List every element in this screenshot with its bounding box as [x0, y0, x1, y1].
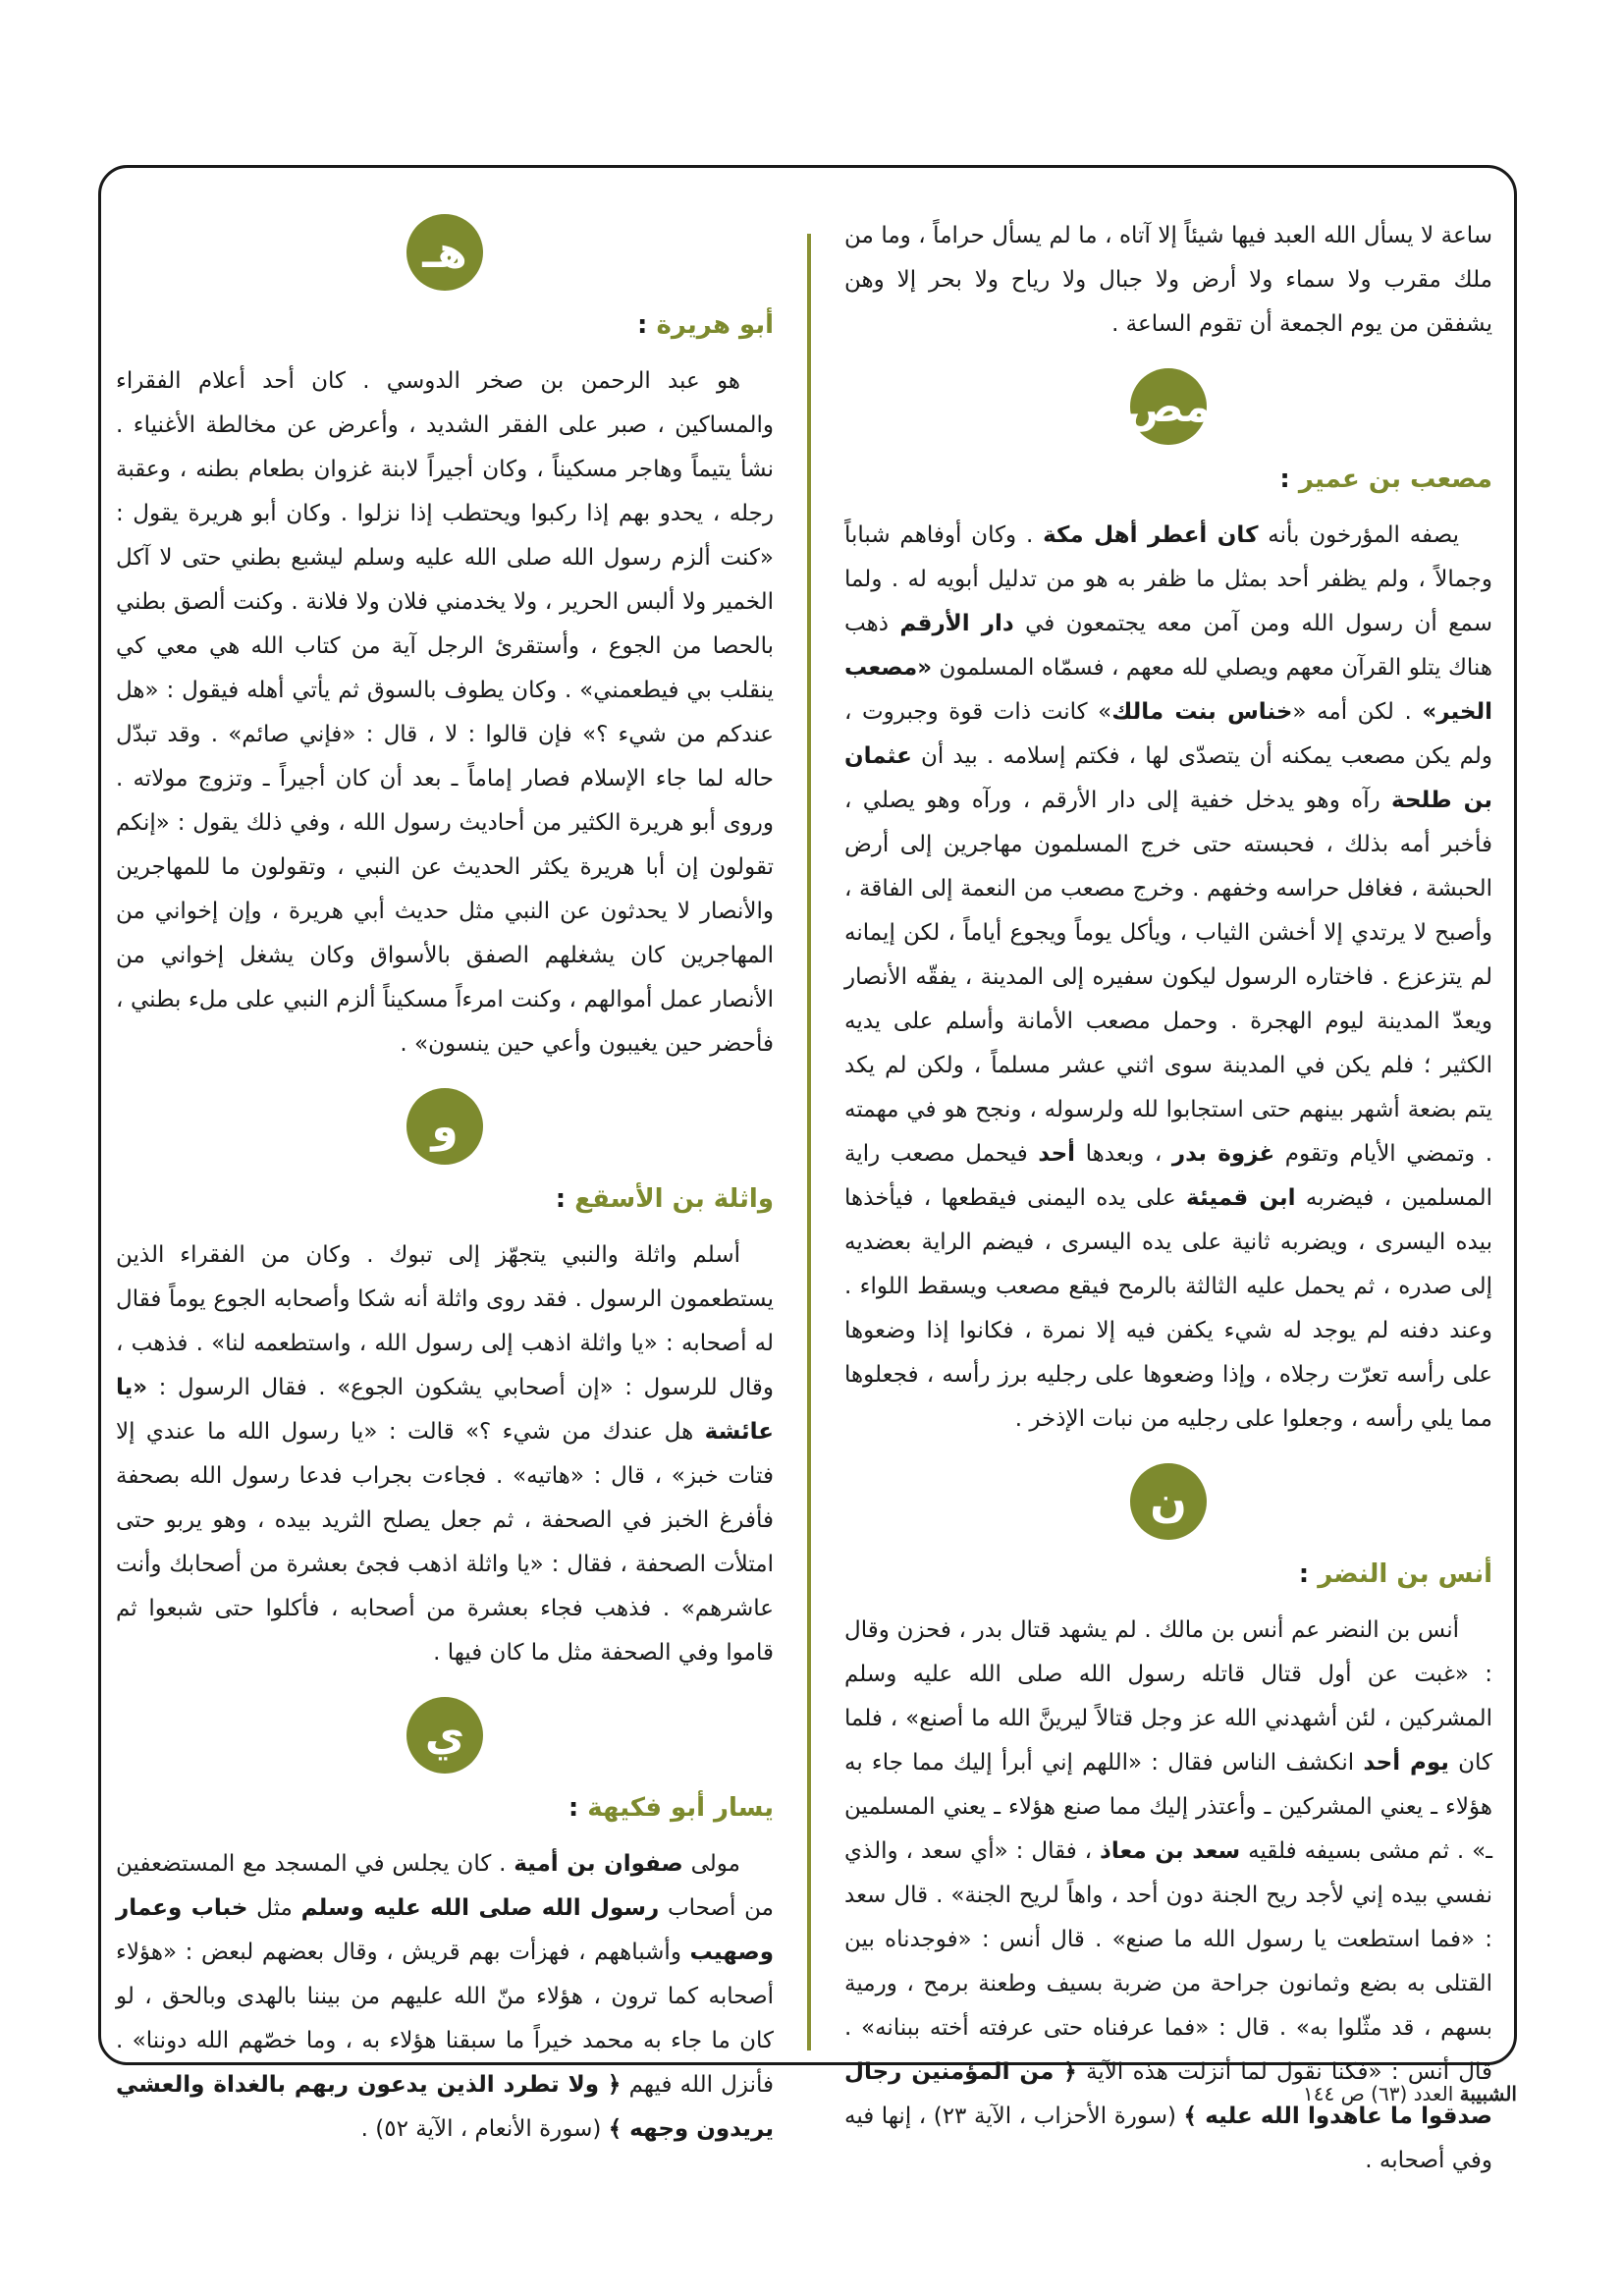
- magazine-name: الشبيبة: [1459, 2082, 1517, 2105]
- wathila-heading: واثلة بن الأسقع :: [555, 1184, 774, 1214]
- yasar-emblem-icon: ي: [406, 1697, 483, 1774]
- wathila-paragraph: أسلم واثلة والنبي يتجهّز إلى تبوك . وكان من الفقراء الذين يستطعمون الرسول . فقد روى واثلة أنه شكا وأصحابه الجوع يوماً فقال له أصحابه : «يا واثلة اذهب إلى رسول الله ، واستطعمه لنا» . فذهب ، وقال للرسول : «إن أصحابي يشكون الجوع» . فقال الرسول : «يا عائشة هل عندك من شيء ؟» قالت : «يا رسول الله ما عندي إلا فتات خبز» ، قال : «هاتيه» . فجاءت بجراب فدعا رسول الله بصحفة فأفرغ الخبز في الصحفة ، ثم جعل يصلح الثريد بيده ، وهو يربو حتى امتلأت الصحفة ، فقال : «يا واثلة اذهب فجئ بعشرة من أصحابك وأنت عاشرهم» . فذهب فجاء بعشرة من أصحابه ، فأكلوا حتى شبعوا ثم قاموا وفي الصحفة مثل ما كان فيها .: [116, 1242, 774, 1666]
- left-column: [116, 214, 774, 2152]
- yasar-heading: يسار أبو فكيهة :: [568, 1793, 774, 1823]
- anas-paragraph: أنس بن النضر عم أنس بن مالك . لم يشهد قتال بدر ، فحزن وقال : «غبت عن أول قتال قاتله رسول الله صلى الله عليه وسلم المشركين ، لئن أشهدني الله عز وجل قتالاً ليرينَّ الله ما أصنع» ، فلما كان يوم أحد انكشف الناس فقال : «اللهم إني أبرأ إليك مما جاء به هؤلاء ـ يعني المشركين ـ وأعتذر إليك مما صنع هؤلاء ـ يعني المسلمين ـ» . ثم مشى بسيفه فلقيه سعد بن معاذ ، فقال : «أي سعد ، والذي نفسي بيده إني لأجد ريح الجنة دون أحد ، واهاً لريح الجنة» . قال سعد : «فما استطعت يا رسول الله ما صنع» . قال أنس : «فوجدناه بين القتلى به بضع وثمانون جراحة من ضربة بسيف وطعنة برمح ، ورمية بسهم ، قد مثّلوا به» . قال : «فما عرفناه حتى عرفته أخته ببنانه» . قال أنس : «فكنا نقول لما أنزلت هذه الآية ﴿ من المؤمنين رجال صدقوا ما عاهدوا الله عليه ﴾ (سورة الأحزاب ، الآية ٢٣) ، إنها فيه وفي أصحابه .: [844, 1617, 1492, 2173]
- musab-paragraph: يصفه المؤرخون بأنه كان أعطر أهل مكة . وكان أوفاهم شباباً وجمالاً ، ولم يظفر أحد بمثل ما ظفر به هو من تدليل أبويه له . ولما سمع أن رسول الله ومن آمن معه يجتمعون في دار الأرقم ذهب هناك يتلو القرآن معهم ويصلي لله معهم ، فسمّاه المسلمون «مصعب الخير» . لكن أمه «خناس بنت مالك» كانت ذات قوة وجبروت ، ولم يكن مصعب يمكنه أن يتصدّى لها ، فكتم إسلامه . بيد أن عثمان بن طلحة رآه وهو يدخل خفية إلى دار الأرقم ، ورآه وهو يصلي ، فأخبر أمه بذلك ، فحبسته حتى خرج المسلمون مهاجرين إلى أرض الحبشة ، فغافل حراسه وخفهم . وخرج مصعب من النعمة إلى الفاقة ، وأصبح لا يرتدي إلا أخشن الثياب ، ويأكل يوماً ويجوع أياماً ، لكن إيمانه لم يتزعزع . فاختاره الرسول ليكون سفيره إلى المدينة ، يفقّه الأنصار ويعدّ المدينة ليوم الهجرة . وحمل مصعب الأمانة وأسلم على يديه الكثير ؛ فلم يكن في المدينة سوى اثني عشر مسلماً ، ولكن لم يكد يتم بضعة أشهر بينهم حتى استجابوا لله ولرسوله ، ونجح هو في مهمته . وتمضي الأيام وتقوم غزوة بدر ، وبعدها أحد فيحمل مصعب راية المسلمين ، فيضربه ابن قميئة على يده اليمنى فيقطعها ، فيأخذها بيده اليسرى ، ويضربه ثانية على يده اليسرى ، فيضم الراية بعضديه إلى صدره ، ثم يحمل عليه الثالثة بالرمح فيقع مصعب ويسقط اللواء . وعند دفنه لم يوجد له شيء يكفن فيه إلا نمرة ، فكانوا إذا وضعوها على رأسه تعرّت رجلاه ، وإذا وضعوها على رجليه برز رأسه ، فجعلوها مما يلي رأسه ، وجعلوا على رجليه من نبات الإذخر .: [844, 522, 1493, 1432]
- musab-heading: مصعب بن عمير :: [1279, 465, 1492, 494]
- page-footer: [1217, 2082, 1517, 2105]
- column-divider: [807, 234, 811, 2050]
- abu-hurayra-paragraph: هو عبد الرحمن بن صخر الدوسي . كان أحد أعلام الفقراء والمساكين ، صبر على الفقر الشديد ، وأعرض عن مخالطة الأغنياء . نشأ يتيماً وهاجر مسكيناً ، وكان أجيراً لابنة غزوان بطعام بطنه ، وعقبة رجله ، يحدو بهم إذا ركبوا ويحتطب إذا نزلوا . وكان أبو هريرة يقول : «كنت ألزم رسول الله صلى الله عليه وسلم ليشبع بطني حتى لا آكل الخمير ولا ألبس الحرير ، ولا يخدمني فلان ولا فلانة . وكنت ألصق بطني بالحصا من الجوع ، وأستقرئ الرجل آية من كتاب الله هي معي كي ينقلب بي فيطعمني» . وكان يطوف بالسوق ثم يأتي أهله فيقول : «هل عندكم من شيء ؟» فإن قالوا : لا ، قال : «فإني صائم» . وقد تبدّل حاله لما جاء الإسلام فصار إماماً ـ بعد أن كان أجيراً ـ وتزوج مولاته . وروى أبو هريرة الكثير من أحاديث رسول الله ، وفي ذلك يقول : «إنكم تقولون إن أبا هريرة يكثر الحديث عن النبي ، وتقولون ما للمهاجرين والأنصار لا يحدثون عن النبي مثل حديث أبي هريرة ، وإن إخواني من المهاجرين كان يشغلهم الصفق بالأسواق وكان يشغل إخواني من الأنصار عمل أموالهم ، وكنت امرءاً مسكيناً ألزم النبي على ملء بطني ، فأحضر حين يغيبون وأعي حين ينسون» .: [116, 368, 774, 1057]
- musab-emblem-icon: مص: [1130, 368, 1207, 445]
- issue-page-info: العدد (٦٣) ص ١٤٤: [1303, 2082, 1454, 2105]
- anas-emblem-icon: ن: [1130, 1463, 1207, 1540]
- right-column: [844, 214, 1492, 2183]
- yasar-paragraph: مولى صفوان بن أمية . كان يجلس في المسجد مع المستضعفين من أصحاب رسول الله صلى الله عليه وسلم مثل خباب وعمار وصهيب وأشباههم ، فهزأت بهم قريش ، وقال بعضهم لبعض : «هؤلاء أصحابه كما ترون ، هؤلاء منّ الله عليهم من بيننا بالهدى وبالحق ، لو كان ما جاء به محمد خيراً ما سبقنا هؤلاء به ، وما خصّهم الله دوننا» . فأنزل الله فيهم ﴿ ولا تطرد الذين يدعون ربهم بالغداة والعشي يريدون وجهه ﴾ (سورة الأنعام ، الآية ٥٢) .: [116, 1851, 774, 2142]
- abu-hurayra-emblem-icon: هـ: [406, 214, 483, 291]
- intro-paragraph: ساعة لا يسأل الله العبد فيها شيئاً إلا آتاه ، ما لم يسأل حراماً ، وما من ملك مقرب ولا سماء ولا أرض ولا جبال ولا رياح ولا بحر إلا وهن يشفقن من يوم الجمعة أن تقوم الساعة .: [844, 223, 1492, 337]
- anas-heading: أنس بن النضر :: [1298, 1559, 1492, 1589]
- wathila-emblem-icon: و: [406, 1088, 483, 1165]
- abu-hurayra-heading: أبو هريرة :: [637, 310, 774, 340]
